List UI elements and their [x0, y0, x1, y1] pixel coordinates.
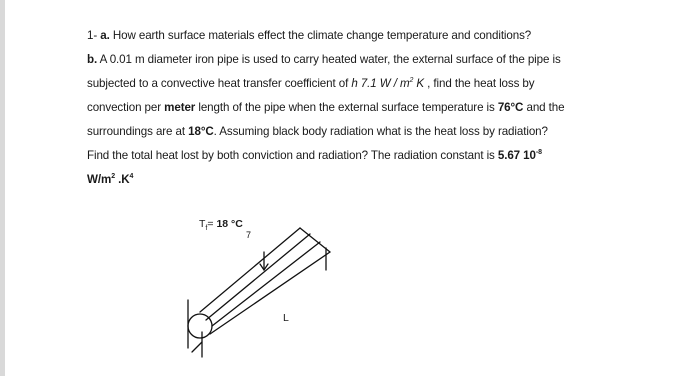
constant-unit: [87, 173, 133, 186]
line4-text-c: and the: [523, 101, 565, 114]
part-a-text: How earth surface materials effect the climate change temperature and conditions?: [109, 29, 532, 42]
question-line-2: [87, 48, 687, 72]
question-line-7: [87, 168, 687, 192]
line3-text-a: subjected to a convective heat transfer coefficient of: [87, 77, 352, 90]
question-line-4: [87, 96, 687, 120]
line3-text-b: , find the heat loss by: [424, 77, 535, 90]
dimension-arrow: [192, 342, 202, 352]
arrow-label: 7: [246, 230, 252, 240]
t-value: 18 °C: [216, 218, 243, 230]
question-line-6: [87, 144, 687, 168]
unit-m-exponent: 2: [111, 173, 115, 180]
part-b-text: A 0.01 m diameter iron pipe is used to carry heated water, the external surface of the pipe is: [97, 53, 561, 66]
question-line-5: [87, 120, 687, 144]
question-number: 1-: [87, 29, 101, 42]
line4-text-b: length of the pipe when the external surface temperature is: [195, 101, 498, 114]
part-a-label: a.: [100, 29, 110, 42]
line5-text-a: surroundings are at: [87, 125, 189, 138]
question-line-3: [87, 72, 687, 96]
pipe-diagram: [180, 212, 340, 372]
unit-k-exponent: 4: [129, 173, 134, 180]
unit-wm: W/m: [87, 173, 112, 186]
length-label: L: [283, 312, 289, 324]
line4-text-a: convection per: [87, 101, 165, 114]
question-block: [87, 24, 687, 192]
line6-text-a: Find the total heat lost by both conviction and radiation? The radiation constant is: [87, 149, 498, 162]
t-symbol: T: [199, 218, 206, 230]
constant-value: 5.67 10: [497, 149, 536, 162]
h-coefficient: [351, 77, 424, 90]
pipe-inner-lower-wall: [212, 242, 320, 326]
part-b-label: b.: [87, 53, 98, 66]
pipe-cross-section: [188, 314, 212, 338]
surface-temperature: 76°C: [497, 101, 524, 114]
constant-exponent: -8: [535, 149, 542, 156]
pipe-lower-edge: [210, 252, 330, 334]
t-subscript: f: [205, 225, 208, 232]
surroundings-temperature: 18°C: [188, 125, 214, 138]
h-exponent: 2: [409, 77, 414, 84]
unit-k: .K: [114, 173, 130, 186]
question-line-1: [87, 24, 687, 48]
h-unit: K: [413, 77, 425, 90]
meter-word: meter: [164, 101, 196, 114]
left-edge-bar: [0, 0, 5, 376]
line5-text-b: . Assuming black body radiation what is the heat loss by radiation?: [213, 125, 548, 138]
radiation-constant: [498, 149, 542, 162]
h-formula: h 7.1 W / m: [351, 77, 410, 90]
t-equals: =: [207, 218, 217, 230]
